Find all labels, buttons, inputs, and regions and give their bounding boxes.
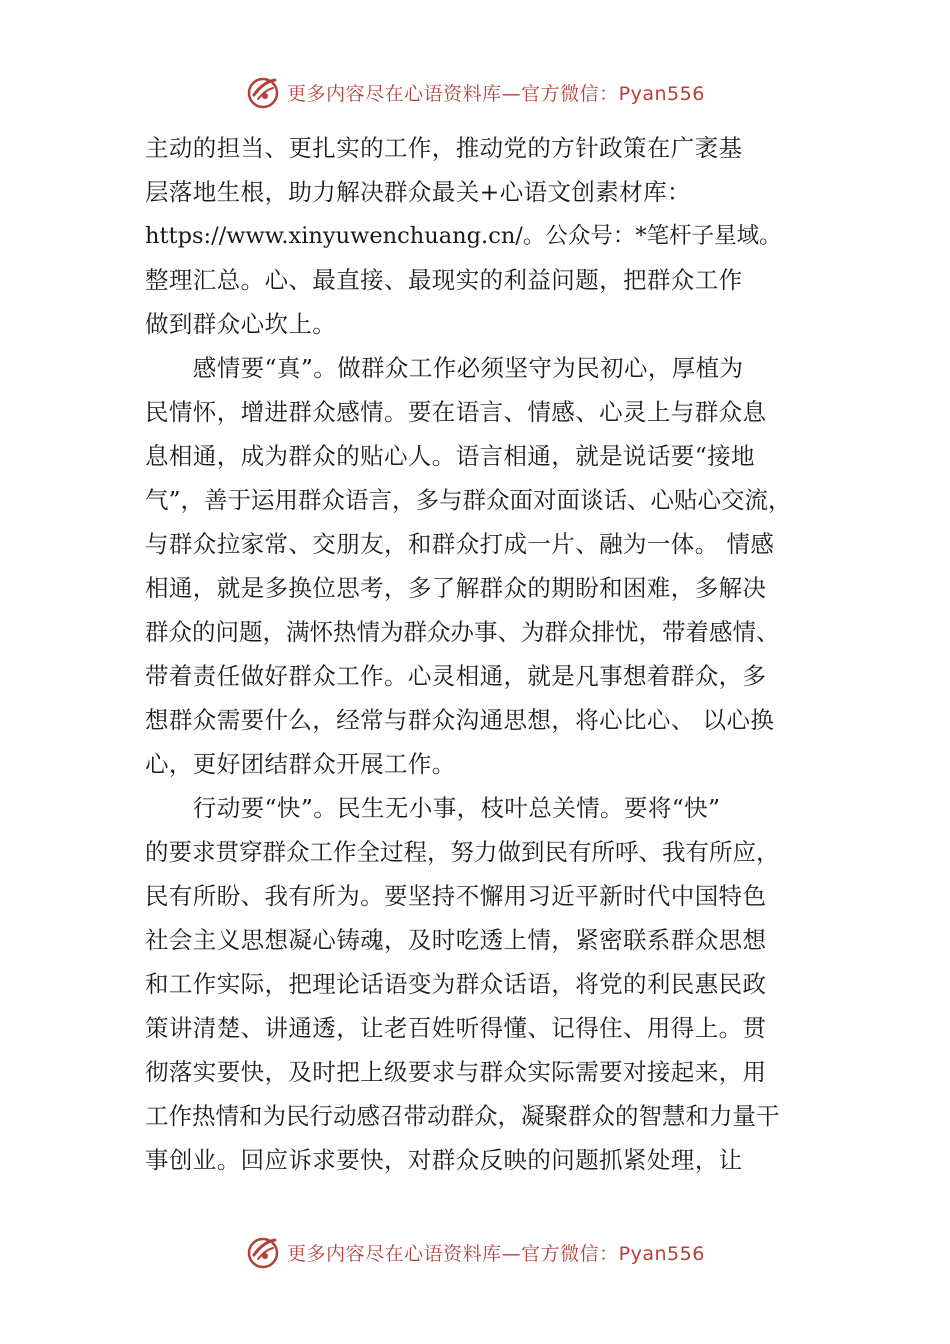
text-line: 事创业。回应诉求要快，对群众反映的问题抓紧处理，让 — [145, 1146, 743, 1174]
text-line: 和工作实际，把理论话语变为群众话语，将党的利民惠民政 — [145, 970, 767, 998]
text-line: 气”，善于运用群众语言，多与群众面对面谈话、心贴心交流， — [145, 486, 792, 514]
text-line: 整理汇总。心、最直接、最现实的利益问题，把群众工作 — [145, 266, 743, 294]
footer-banner — [0, 1230, 950, 1274]
text-line: 的要求贯穿群众工作全过程，努力做到民有所呼、我有所应， — [145, 838, 780, 866]
text-line: 做到群众心坎上。 — [145, 310, 337, 338]
text-line: 相通，就是多换位思考，多了解群众的期盼和困难，多解决 — [145, 574, 767, 602]
text-line: 社会主义思想凝心铸魂，及时吃透上情，紧密联系群众思想 — [145, 926, 767, 954]
logo-icon — [245, 74, 281, 110]
text-line: 带着责任做好群众工作。心灵相通，就是凡事想着群众，多 — [145, 662, 767, 690]
text-line: 彻落实要快，及时把上级要求与群众实际需要对接起来，用 — [145, 1058, 767, 1086]
text-line: 心，更好团结群众开展工作。 — [145, 750, 456, 778]
header-banner-text: 更多内容尽在心语资料库—官方微信：Pyan556 — [287, 82, 705, 105]
text-line: 行动要“快”。民生无小事，枝叶总关情。要将“快” — [145, 794, 721, 822]
footer-banner-text: 更多内容尽在心语资料库—官方微信：Pyan556 — [287, 1242, 705, 1265]
text-line: 主动的担当、更扎实的工作，推动党的方针政策在广袤基 — [145, 134, 743, 162]
text-line: 想群众需要什么，经常与群众沟通思想，将心比心、 以心换 — [145, 706, 775, 734]
text-line: 群众的问题，满怀热情为群众办事、为群众排忧，带着感情、 — [145, 618, 780, 646]
text-line: 工作热情和为民行动感召带动群众，凝聚群众的智慧和力量干 — [145, 1102, 780, 1130]
logo-icon — [245, 1234, 281, 1270]
text-line: 与群众拉家常、交朋友，和群众打成一片、融为一体。 情感 — [145, 530, 775, 558]
text-line: 策讲清楚、讲通透，让老百姓听得懂、记得住、用得上。贯 — [145, 1014, 767, 1042]
text-line: 层落地生根，助力解决群众最关+心语文创素材库： — [145, 178, 691, 206]
text-line: https://www.xinyuwenchuang.cn/。公众号：*笔杆子星域。 — [145, 223, 782, 249]
header-banner — [0, 70, 950, 114]
text-line: 民有所盼、我有所为。要坚持不懈用习近平新时代中国特色 — [145, 882, 767, 910]
text-line: 民情怀，增进群众感情。要在语言、情感、心灵上与群众息 — [145, 398, 767, 426]
text-line: 息相通，成为群众的贴心人。语言相通，就是说话要“接地 — [145, 442, 755, 470]
text-line: 感情要“真”。做群众工作必须坚守为民初心，厚植为 — [145, 354, 744, 382]
document-body — [145, 126, 825, 1182]
